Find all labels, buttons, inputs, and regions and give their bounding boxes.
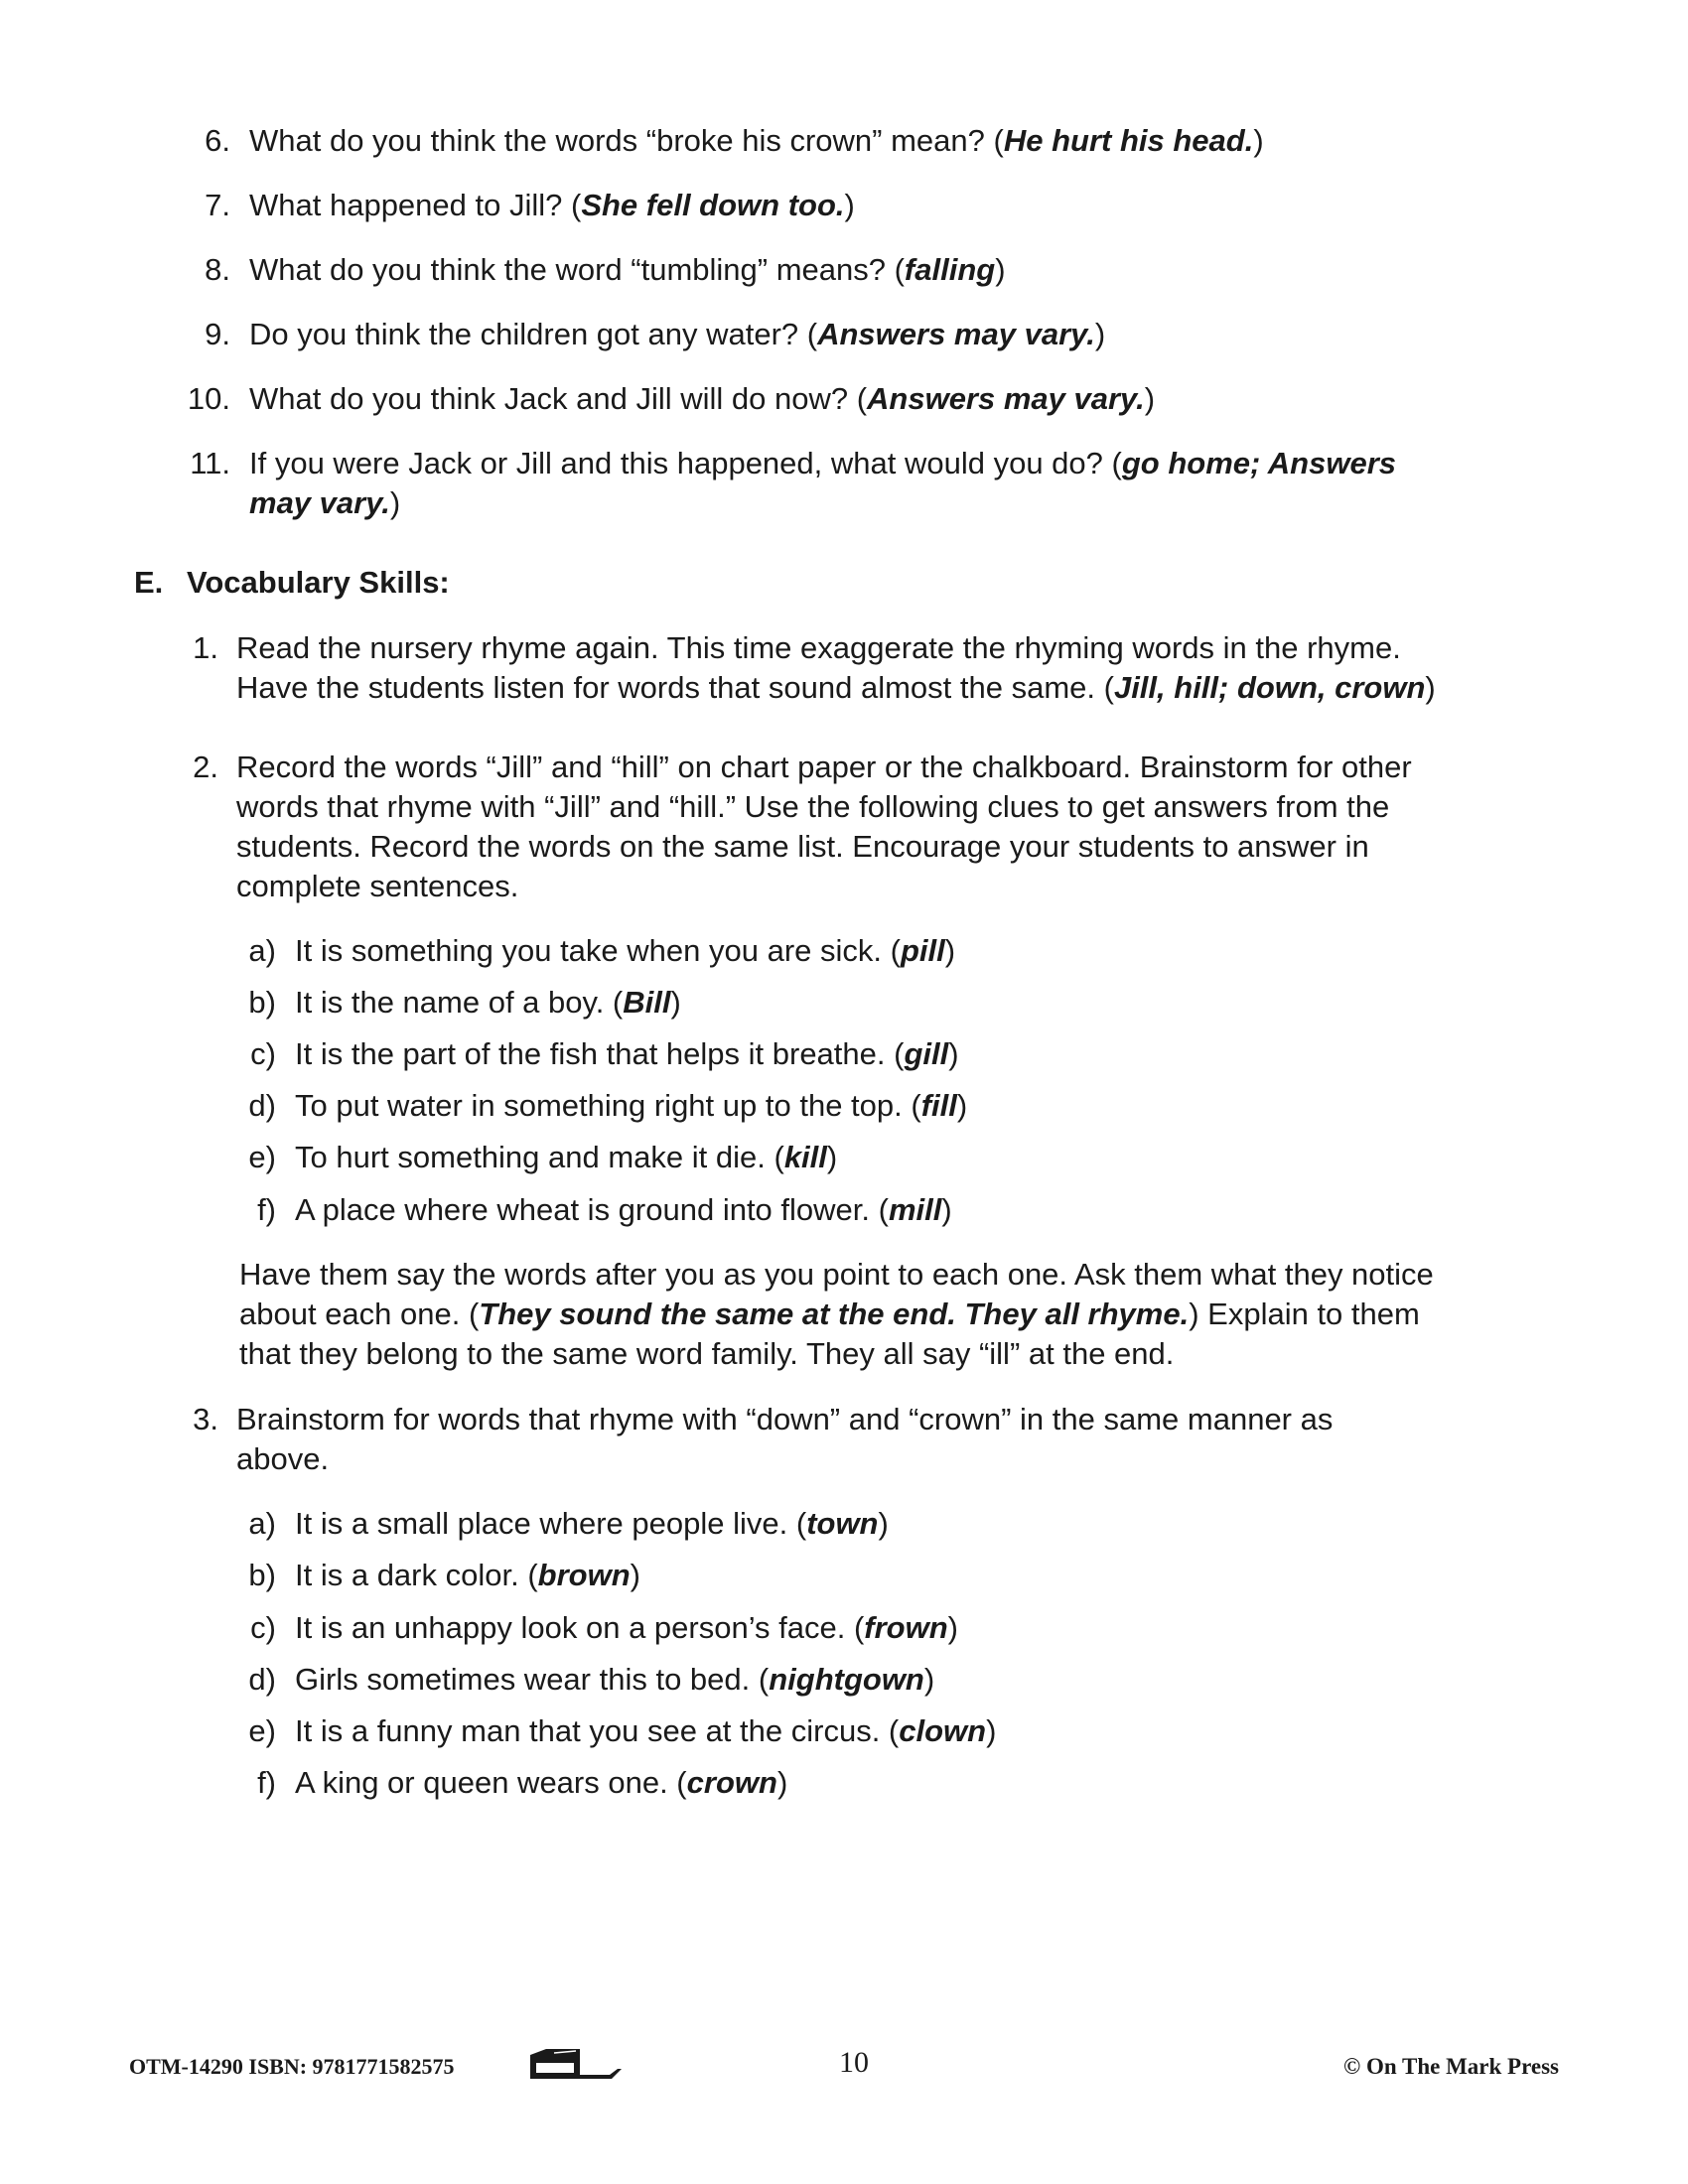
clue-letter: f) — [257, 1192, 276, 1227]
clue-letter: e) — [248, 1140, 276, 1174]
clue-letter: a) — [248, 933, 276, 968]
footer-copyright: © On The Mark Press — [1343, 2054, 1559, 2079]
question-number: 11. — [190, 446, 230, 480]
question-9: Do you think the children got any water? (Answers may vary.) — [249, 317, 1106, 351]
clue-letter: e) — [248, 1713, 276, 1748]
clue-letter: d) — [248, 1088, 276, 1123]
clue-letter: c) — [250, 1610, 276, 1645]
question-11-continued: may vary.) — [249, 485, 401, 520]
item-3-line: above. — [236, 1441, 330, 1476]
item-number: 3. — [193, 1402, 218, 1436]
clue-item: It is something you take when you are sick. (pill) — [295, 933, 956, 968]
clue-item: It is the name of a boy. (Bill) — [295, 985, 681, 1020]
clue-item: It is the part of the fish that helps it breathe. (gill) — [295, 1036, 959, 1071]
clue-letter: b) — [248, 1558, 276, 1592]
book-logo-icon — [526, 2047, 626, 2083]
section-title: Vocabulary Skills: — [187, 565, 450, 600]
item-3-line: Brainstorm for words that rhyme with “down” and “crown” in the same manner as — [236, 1402, 1334, 1436]
question-number: 9. — [205, 317, 230, 351]
item-2-line: words that rhyme with “Jill” and “hill.” Use the following clues to get answers from the — [236, 789, 1390, 824]
question-6: What do you think the words “broke his crown” mean? (He hurt his head.) — [249, 123, 1264, 158]
question-7: What happened to Jill? (She fell down too.) — [249, 188, 855, 222]
paragraph-line: about each one. (They sound the same at the end. They all rhyme.) Explain to them — [239, 1297, 1420, 1331]
clue-item: Girls sometimes wear this to bed. (nightgown) — [295, 1662, 935, 1697]
clue-item: It is a small place where people live. (town) — [295, 1506, 889, 1541]
item-2-line: students. Record the words on the same list. Encourage your students to answer in — [236, 829, 1369, 864]
question-number: 10. — [187, 381, 230, 416]
clue-item: A king or queen wears one. (crown) — [295, 1765, 788, 1800]
item-number: 2. — [193, 750, 218, 784]
item-2-line: complete sentences. — [236, 869, 519, 903]
clue-item: To put water in something right up to the top. (fill) — [295, 1088, 968, 1123]
question-8: What do you think the word “tumbling” means? (falling) — [249, 252, 1006, 287]
question-number: 8. — [205, 252, 230, 287]
item-number: 1. — [193, 630, 218, 665]
item-1-line: Have the students listen for words that sound almost the same. (Jill, hill; down, crown) — [236, 670, 1436, 705]
item-1-line: Read the nursery rhyme again. This time exaggerate the rhyming words in the rhyme. — [236, 630, 1401, 665]
clue-letter: a) — [248, 1506, 276, 1541]
clue-letter: c) — [250, 1036, 276, 1071]
question-number: 7. — [205, 188, 230, 222]
page-number: 10 — [839, 2046, 869, 2079]
section-letter: E. — [134, 565, 164, 600]
clue-item: It is a funny man that you see at the circus. (clown) — [295, 1713, 997, 1748]
clue-letter: d) — [248, 1662, 276, 1697]
clue-letter: f) — [257, 1765, 276, 1800]
question-10: What do you think Jack and Jill will do now? (Answers may vary.) — [249, 381, 1156, 416]
question-number: 6. — [205, 123, 230, 158]
paragraph-line: that they belong to the same word family. They all say “ill” at the end. — [239, 1336, 1175, 1371]
clue-letter: b) — [248, 985, 276, 1020]
clue-item: A place where wheat is ground into flower. (mill) — [295, 1192, 952, 1227]
question-11: If you were Jack or Jill and this happened, what would you do? (go home; Answers — [249, 446, 1397, 480]
item-2-line: Record the words “Jill” and “hill” on chart paper or the chalkboard. Brainstorm for other — [236, 750, 1412, 784]
footer-isbn: OTM-14290 ISBN: 9781771582575 — [129, 2054, 455, 2079]
clue-item: It is an unhappy look on a person’s face. (frown) — [295, 1610, 958, 1645]
paragraph-line: Have them say the words after you as you point to each one. Ask them what they notice — [239, 1257, 1434, 1292]
clue-item: To hurt something and make it die. (kill) — [295, 1140, 838, 1174]
clue-item: It is a dark color. (brown) — [295, 1558, 640, 1592]
